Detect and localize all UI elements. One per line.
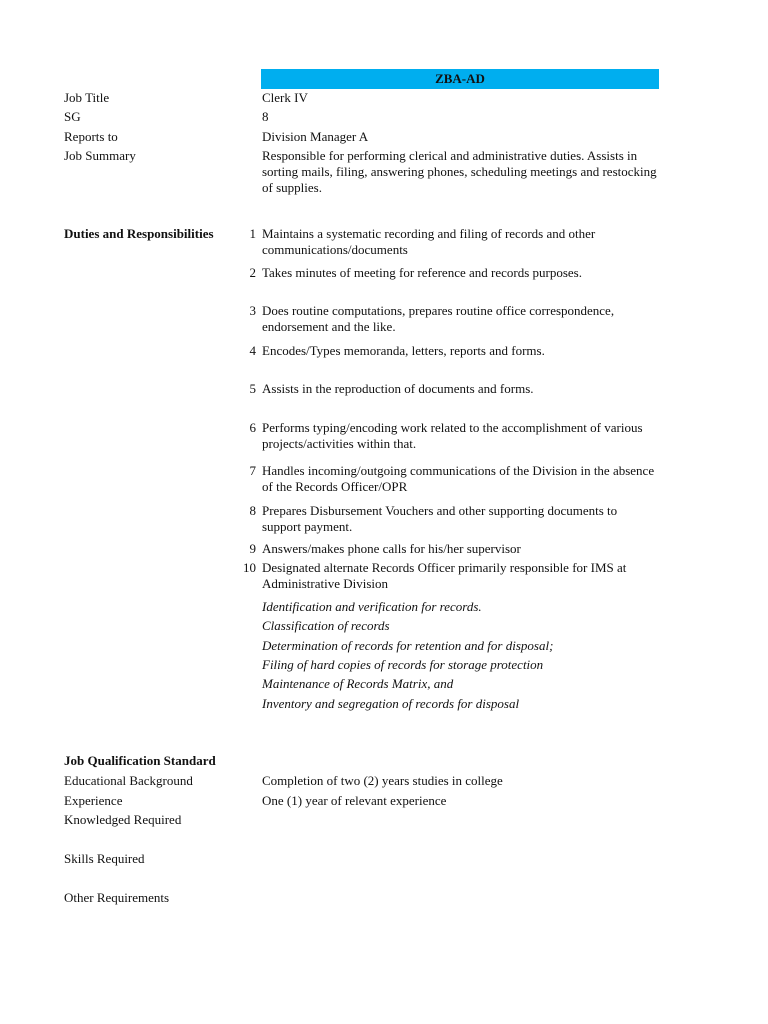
experience-value: One (1) year of relevant experience bbox=[262, 793, 447, 808]
duty-number: 8 bbox=[249, 503, 256, 518]
header-code-banner: ZBA-AD bbox=[261, 69, 659, 89]
duty-text: Does routine computations, prepares routine office correspondence, endorsement and the like. bbox=[262, 303, 615, 334]
duty-text: Assists in the reproduction of documents and forms. bbox=[262, 381, 534, 396]
job-title-label: Job Title bbox=[64, 90, 110, 105]
duty-number: 10 bbox=[243, 560, 256, 575]
duty-text: Maintains a systematic recording and filing of records and other communications/documents bbox=[262, 226, 596, 257]
records-subitem: Maintenance of Records Matrix, and bbox=[262, 676, 454, 691]
records-subitem: Inventory and segregation of records for disposal bbox=[262, 696, 520, 711]
sg-label: SG bbox=[64, 109, 81, 124]
duty-text: Designated alternate Records Officer primarily responsible for IMS at Administrative Division bbox=[262, 560, 627, 591]
records-subitem: Filing of hard copies of records for storage protection bbox=[262, 657, 544, 672]
duties-heading: Duties and Responsibilities bbox=[64, 226, 214, 241]
records-subitem: Identification and verification for records. bbox=[262, 599, 482, 614]
other-requirements-label: Other Requirements bbox=[64, 890, 170, 905]
records-subitem: Determination of records for retention and for disposal; bbox=[262, 638, 554, 653]
duty-text: Takes minutes of meeting for reference and records purposes. bbox=[262, 265, 582, 280]
duty-number: 6 bbox=[249, 420, 256, 435]
education-label: Educational Background bbox=[64, 773, 193, 788]
job-title-value: Clerk IV bbox=[262, 90, 308, 105]
duty-number: 2 bbox=[249, 265, 256, 280]
duty-number: 3 bbox=[249, 303, 256, 318]
duty-number: 7 bbox=[249, 463, 256, 478]
records-subitem: Classification of records bbox=[262, 618, 390, 633]
skills-label: Skills Required bbox=[64, 851, 145, 866]
education-value: Completion of two (2) years studies in college bbox=[262, 773, 503, 788]
job-summary-value: Responsible for performing clerical and administrative duties. Assists in sorting mails, filing, answering phones, scheduling meetings and restocking of supplies. bbox=[262, 148, 657, 195]
duty-text: Performs typing/encoding work related to the accomplishment of various projects/activities within that. bbox=[262, 420, 643, 451]
qualification-heading: Job Qualification Standard bbox=[64, 753, 216, 768]
knowledge-label: Knowledged Required bbox=[64, 812, 182, 827]
sg-value: 8 bbox=[262, 109, 269, 124]
duty-number: 1 bbox=[249, 226, 256, 241]
duty-text: Answers/makes phone calls for his/her supervisor bbox=[262, 541, 521, 556]
duty-text: Prepares Disbursement Vouchers and other supporting documents to support payment. bbox=[262, 503, 618, 534]
duty-number: 4 bbox=[249, 343, 256, 358]
duty-number: 5 bbox=[249, 381, 256, 396]
reports-to-label: Reports to bbox=[64, 129, 118, 144]
job-summary-label: Job Summary bbox=[64, 148, 136, 163]
reports-to-value: Division Manager A bbox=[262, 129, 369, 144]
duty-text: Handles incoming/outgoing communications of the Division in the absence of the Records Officer/OPR bbox=[262, 463, 655, 494]
experience-label: Experience bbox=[64, 793, 123, 808]
duty-text: Encodes/Types memoranda, letters, reports and forms. bbox=[262, 343, 545, 358]
duty-number: 9 bbox=[249, 541, 256, 556]
